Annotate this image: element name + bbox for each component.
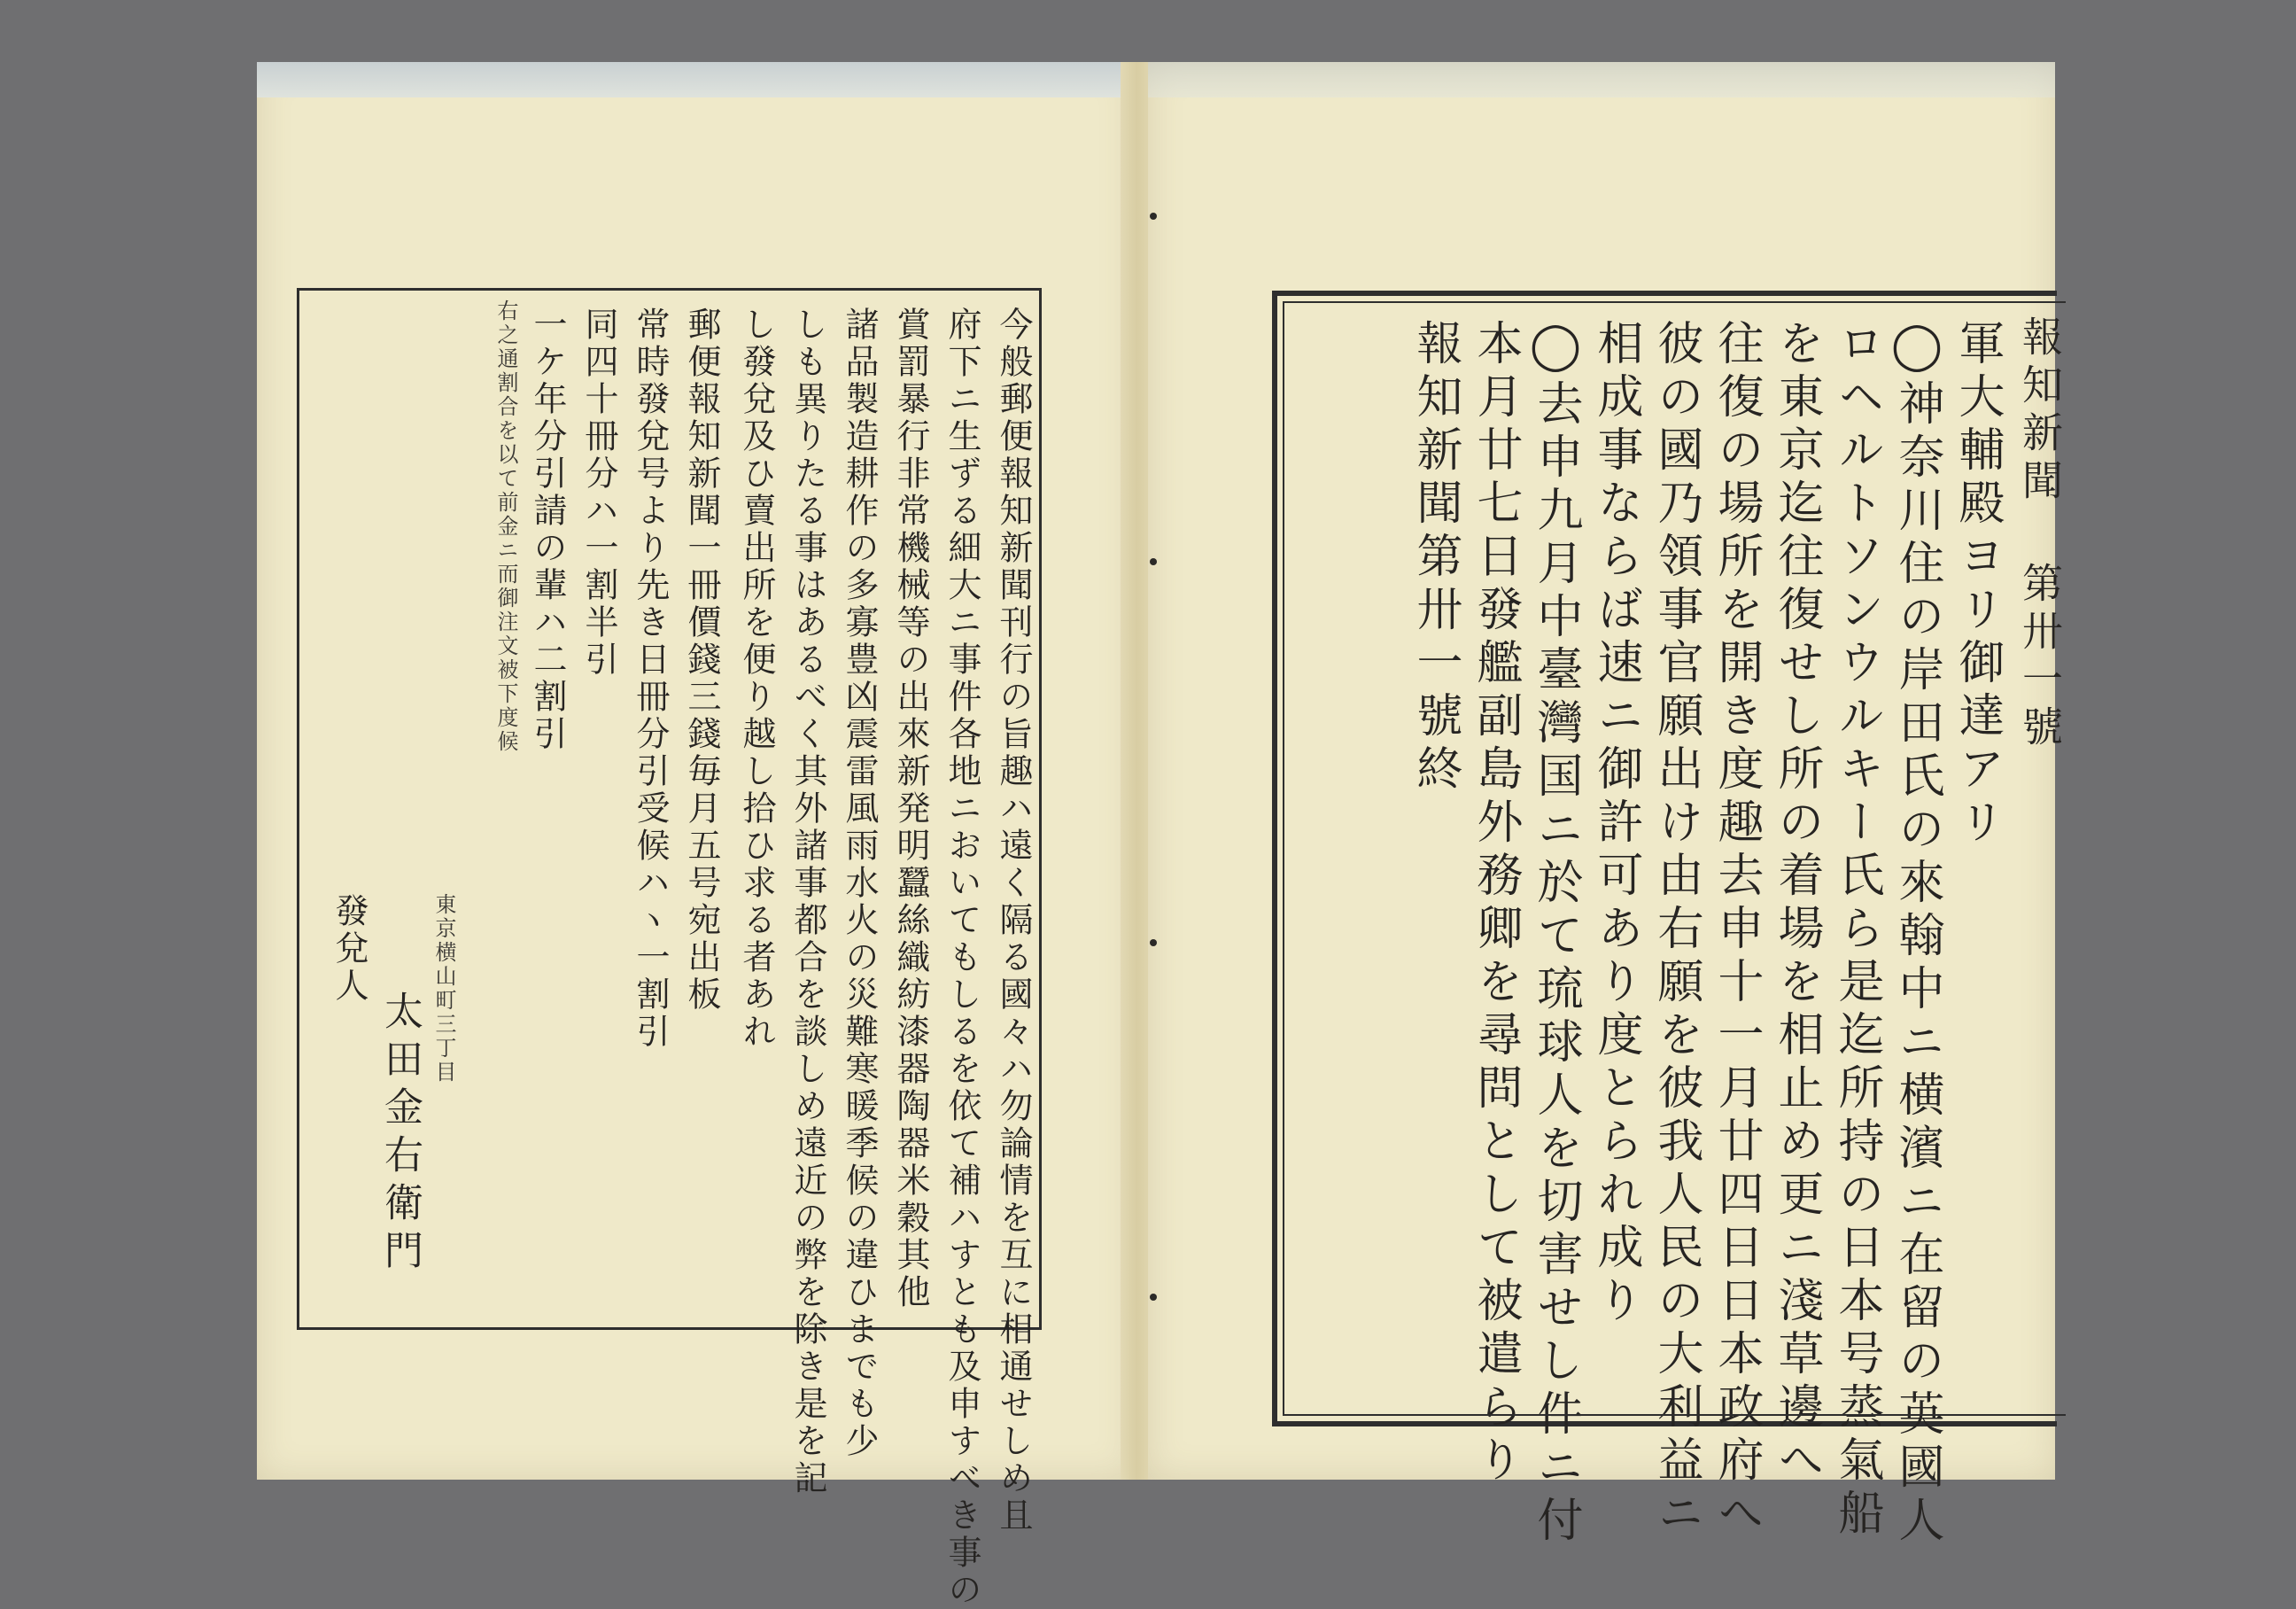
left-column-6: し發兌及ひ賣出所を便り越し拾ひ求る者あれ <box>737 307 776 1051</box>
right-column-1: 軍大輔殿ヨリ御達アリ <box>1951 319 2004 851</box>
binding-hole <box>1150 213 1157 220</box>
right-column-3: ロヘルトソンウルキー氏ら是迄所持の日本号蒸氣船 <box>1830 319 1883 1542</box>
left-column-9: 同四十冊分ハ一割半引 <box>579 307 618 679</box>
right-column-9: 本月廿七日發艦副島外務卿を尋問として被遣らり <box>1469 319 1522 1489</box>
right-text-frame <box>1272 291 2064 1549</box>
left-column-1: 今般郵便報知新聞刊行の旨趣ハ遠く隔る國々ハ勿論情を互に相通せしめ且 <box>994 307 1033 1535</box>
binding-hole <box>1150 939 1157 946</box>
left-column-7: 郵便報知新聞一冊價錢三錢毎月五号宛出板 <box>682 307 721 1014</box>
left-column-2: 府下ニ生ずる細大ニ事件各地ニおいてもしるを依て補ハすとも及申すべき事の <box>942 307 981 1609</box>
left-column-4: 諸品製造耕作の多寡豊凶震雷風雨水火の災難寒暖季候の違ひまでも少 <box>840 307 879 1460</box>
binding-hole <box>1150 1294 1157 1301</box>
running-header: 報知新聞 第卅一號 <box>2016 315 2064 753</box>
right-column-7: 相成事ならば速ニ御許可あり度とられ成り <box>1589 319 1642 1329</box>
left-column-3: 賞罰暴行非常機械等の出來新発明蠶絲織紡漆器陶器米穀其他 <box>891 307 930 1311</box>
right-column-4: を東京迄往復せし所の着場を相止め更ニ淺草邊へ <box>1770 319 1823 1489</box>
publisher-label: 發兌人 <box>330 893 368 1005</box>
left-column-5: しも異りたる事はあるべく其外諸事都合を談しめ遠近の弊を除き是を記 <box>788 307 827 1497</box>
open-book <box>257 62 2064 1609</box>
publisher-name: 太田金右衛門 <box>377 991 423 1278</box>
page-top-edge <box>1148 62 2055 97</box>
left-column-10: 一ケ年分引請の輩ハ二割引 <box>528 307 567 753</box>
left-page <box>257 62 1134 1609</box>
page-top-edge <box>257 62 1134 97</box>
right-column-8: ◯去申九月中臺灣国ニ於て琉球人を切害せし件ニ付 <box>1529 319 1582 1549</box>
right-column-2: ◯神奈川住の岸田氏の來翰中ニ横濱ニ在留の英國人 <box>1890 319 1943 1549</box>
left-column-11: 右之通割合を以て前金ニ而御注文被下度候 <box>493 299 518 754</box>
binding-hole <box>1150 558 1157 565</box>
left-column-8: 常時發兌号より先き日冊分引受候ハヽ一割引 <box>631 307 670 1051</box>
right-column-6: 彼の國乃領事官願出け由右願を彼我人民の大利益ニ <box>1649 319 1703 1542</box>
right-column-10: 報知新聞第卅一號終 <box>1408 319 1462 797</box>
left-text-frame <box>297 288 1042 1609</box>
publisher-address: 東京横山町三丁目 <box>431 893 456 1084</box>
right-column-5: 往復の場所を開き度趣去申十一月廿四日日本政府へ <box>1710 319 1763 1542</box>
right-page <box>1148 62 2064 1549</box>
